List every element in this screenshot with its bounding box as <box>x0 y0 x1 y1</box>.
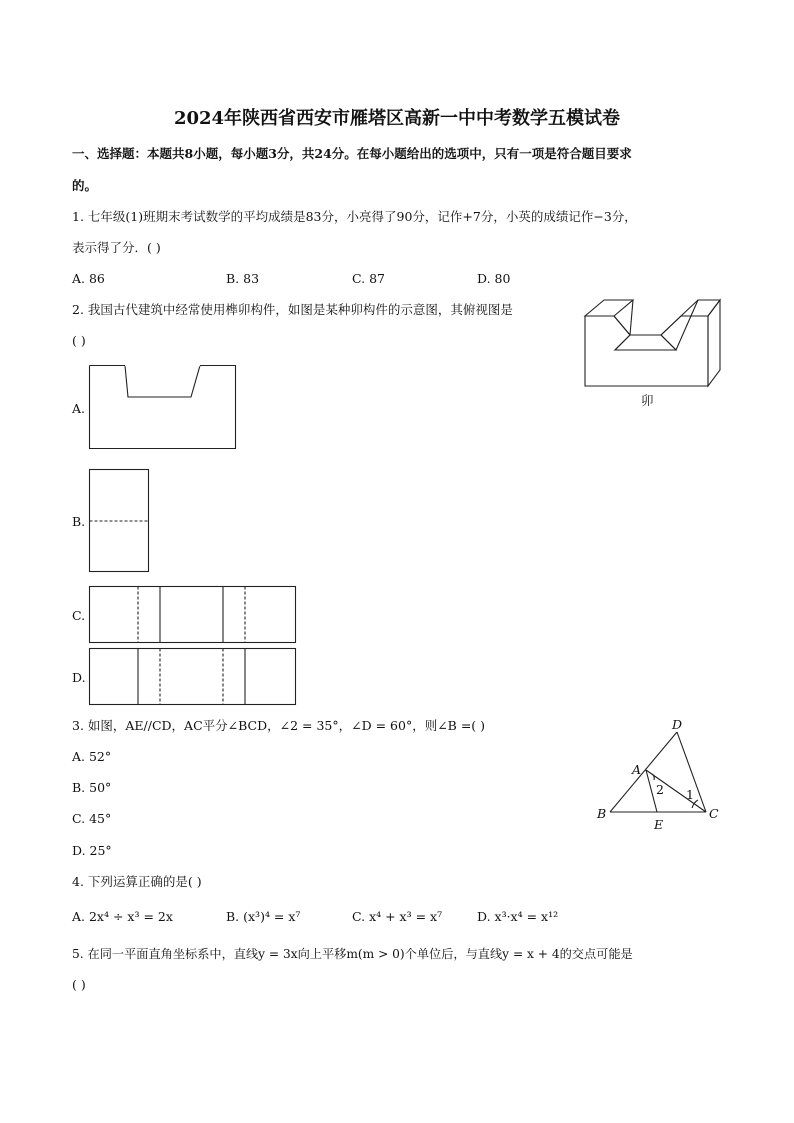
q2-option-b-figure <box>89 469 149 572</box>
section1-line2: 的。 <box>72 178 98 193</box>
q2-stem-line1: 2. 我国古代建筑中经常使用榫卯构件，如图是某种卯构件的示意图，其俯视图是 <box>72 302 513 317</box>
q1-stem-line2: 表示得了分．( ) <box>72 240 161 255</box>
q2-option-c-figure <box>89 586 296 643</box>
label-c: C <box>709 806 719 821</box>
q1-stem-line1: 1. 七年级(1)班期末考试数学的平均成绩是83分，小亮得了90分，记作+7分，小英的成绩记作−3分， <box>72 209 637 224</box>
q3-stem: 3. 如图，AE//CD，AC平分∠BCD，∠2 = 35°，∠D = 60°，则∠B =( ) <box>72 718 486 733</box>
section1-line1: 一、选择题：本题共8小题，每小题3分，共24分。在每小题给出的选项中，只有一项是符合题目要求 <box>72 146 632 161</box>
label-e: E <box>654 817 664 832</box>
q5-stem-line2: ( ) <box>72 977 86 992</box>
label-a: A <box>632 762 642 777</box>
q4-stem: 4. 下列运算正确的是( ) <box>72 874 202 889</box>
q5-stem-line1: 5. 在同一平面直角坐标系中，直线y = 3x向上平移m(m > 0)个单位后，与直线y = x + 4的交点可能是 <box>72 947 633 961</box>
q4-option-b: B. (x³)⁴ = x⁷ <box>226 909 301 924</box>
q2-option-a: A. <box>72 401 86 416</box>
page-title: 2024年陕西省西安市雁塔区高新一中中考数学五模试卷 <box>173 108 621 129</box>
q2-option-d-figure <box>89 648 296 705</box>
q2-option-b: B. <box>72 514 86 529</box>
q1-option-c: C. 87 <box>352 271 385 286</box>
mortise-3d-figure <box>580 298 725 390</box>
q1-option-b: B. 83 <box>226 271 260 286</box>
q2-option-a-figure <box>89 365 236 449</box>
q2-stem-line2: ( ) <box>72 333 86 348</box>
q3-option-d: D. 25° <box>72 843 112 858</box>
q2-option-d: D. <box>72 670 86 685</box>
label-b: B <box>597 806 607 821</box>
q2-option-c: C. <box>72 608 86 623</box>
label-angle-2: 2 <box>656 782 664 797</box>
triangle-figure <box>592 712 722 832</box>
q1-option-d: D. 80 <box>477 271 511 286</box>
q3-option-b: B. 50° <box>72 780 112 795</box>
q4-option-c: C. x⁴ + x³ = x⁷ <box>352 909 443 924</box>
q4-option-d: D. x³·x⁴ = x¹² <box>477 909 559 924</box>
q1-option-a: A. 86 <box>72 271 105 286</box>
q4-option-a: A. 2x⁴ ÷ x³ = 2x <box>72 909 173 924</box>
label-angle-1: 1 <box>686 787 694 802</box>
label-d: D <box>672 717 683 732</box>
q3-option-c: C. 45° <box>72 811 112 826</box>
q3-option-a: A. 52° <box>72 749 112 764</box>
mortise-caption: 卯 <box>641 393 654 408</box>
